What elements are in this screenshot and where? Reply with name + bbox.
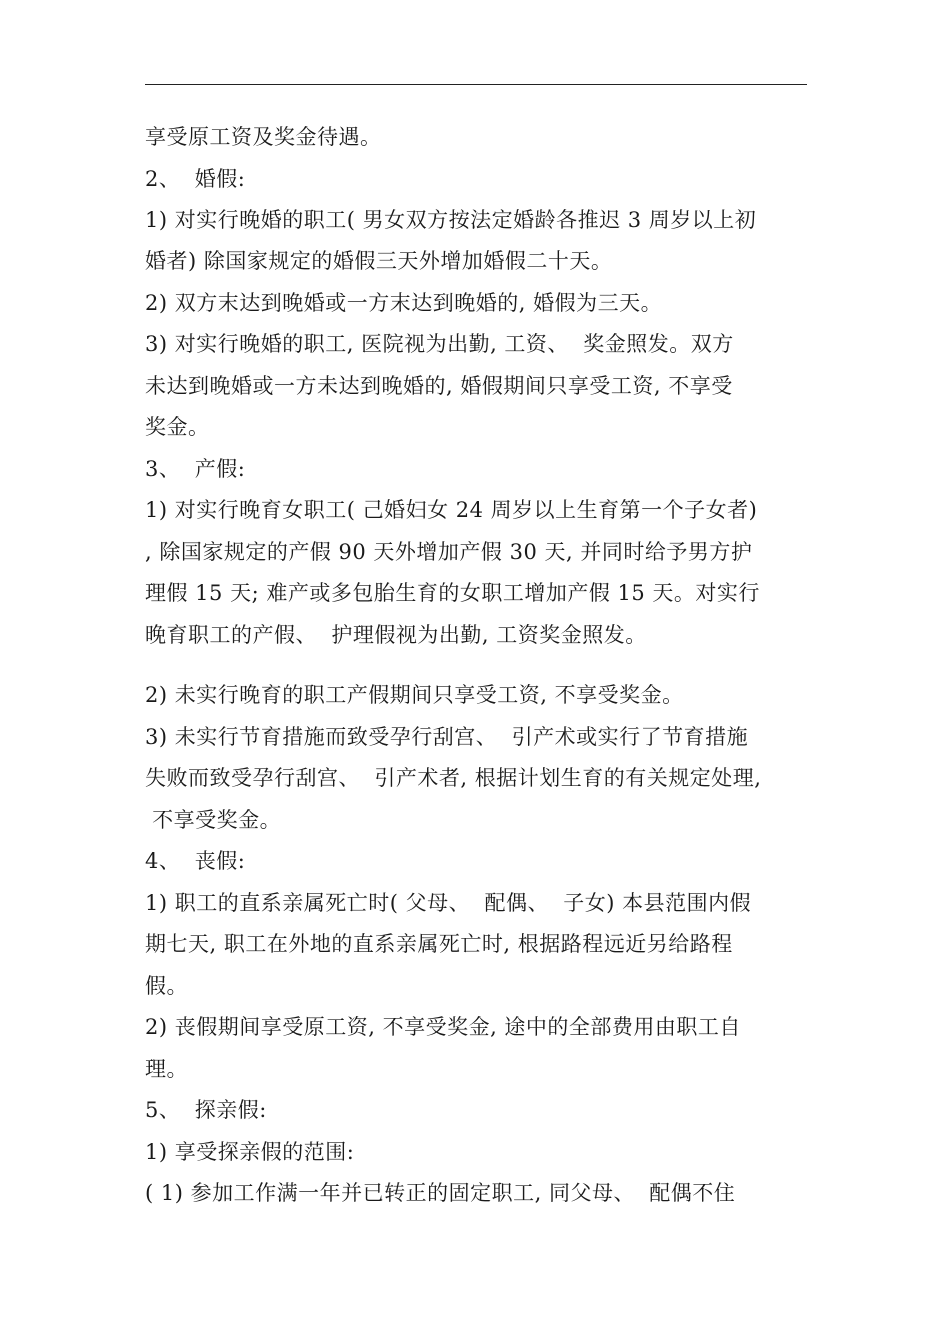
section-heading: 5、 探亲假: [145, 1098, 267, 1122]
text-line: 2) 双方末达到晚婚或一方末达到晚婚的, 婚假为三天。 [145, 291, 663, 315]
text-line: , 除国家规定的产假 90 天外增加产假 30 天, 并同时给予男方护 [145, 540, 753, 564]
text-line: 3) 对实行晚婚的职工, 医院视为出勤, 工资、 奖金照发。双方 [145, 332, 734, 356]
text-line: 1) 对实行晚婚的职工( 男女双方按法定婚龄各推迟 3 周岁以上初 [145, 208, 757, 232]
section-heading: 2、 婚假: [145, 167, 246, 191]
section-heading: 4、 丧假: [145, 849, 246, 873]
text-line: 理假 15 天; 难产或多包胎生育的女职工增加产假 15 天。对实行 [145, 581, 760, 605]
text-line: 假。 [145, 974, 188, 998]
text-line: 未达到晚婚或一方未达到晚婚的, 婚假期间只享受工资, 不享受 [145, 374, 733, 398]
text-line: 2) 丧假期间享受原工资, 不享受奖金, 途中的全部费用由职工自 [145, 1015, 741, 1039]
text-line: 理。 [145, 1057, 188, 1081]
text-line: 晚育职工的产假、 护理假视为出勤, 工资奖金照发。 [145, 623, 647, 647]
text-line: ( 1) 参加工作满一年并已转正的固定职工, 同父母、 配偶不住 [145, 1181, 736, 1205]
text-line: 失败而致受孕行刮宫、 引产术者, 根据计划生育的有关规定处理, [145, 766, 762, 790]
section-heading: 3、 产假: [145, 457, 246, 481]
text-line: 1) 享受探亲假的范围: [145, 1140, 355, 1164]
header-rule [145, 84, 807, 85]
text-line: 享受原工资及奖金待遇。 [145, 125, 382, 149]
text-line: 2) 未实行晚育的职工产假期间只享受工资, 不享受奖金。 [145, 683, 684, 707]
text-line: 不享受奖金。 [145, 808, 282, 832]
text-line: 3) 未实行节育措施而致受孕行刮宫、 引产术或实行了节育措施 [145, 725, 749, 749]
text-line: 1) 职工的直系亲属死亡时( 父母、 配偶、 子女) 本县范围内假 [145, 891, 752, 915]
text-line: 奖金。 [145, 415, 210, 439]
text-line: 1) 对实行晚育女职工( 己婚妇女 24 周岁以上生育第一个子女者) [145, 498, 758, 522]
text-line: 婚者) 除国家规定的婚假三天外增加婚假二十天。 [145, 249, 613, 273]
text-line: 期七天, 职工在外地的直系亲属死亡时, 根据路程远近另给路程 [145, 932, 733, 956]
